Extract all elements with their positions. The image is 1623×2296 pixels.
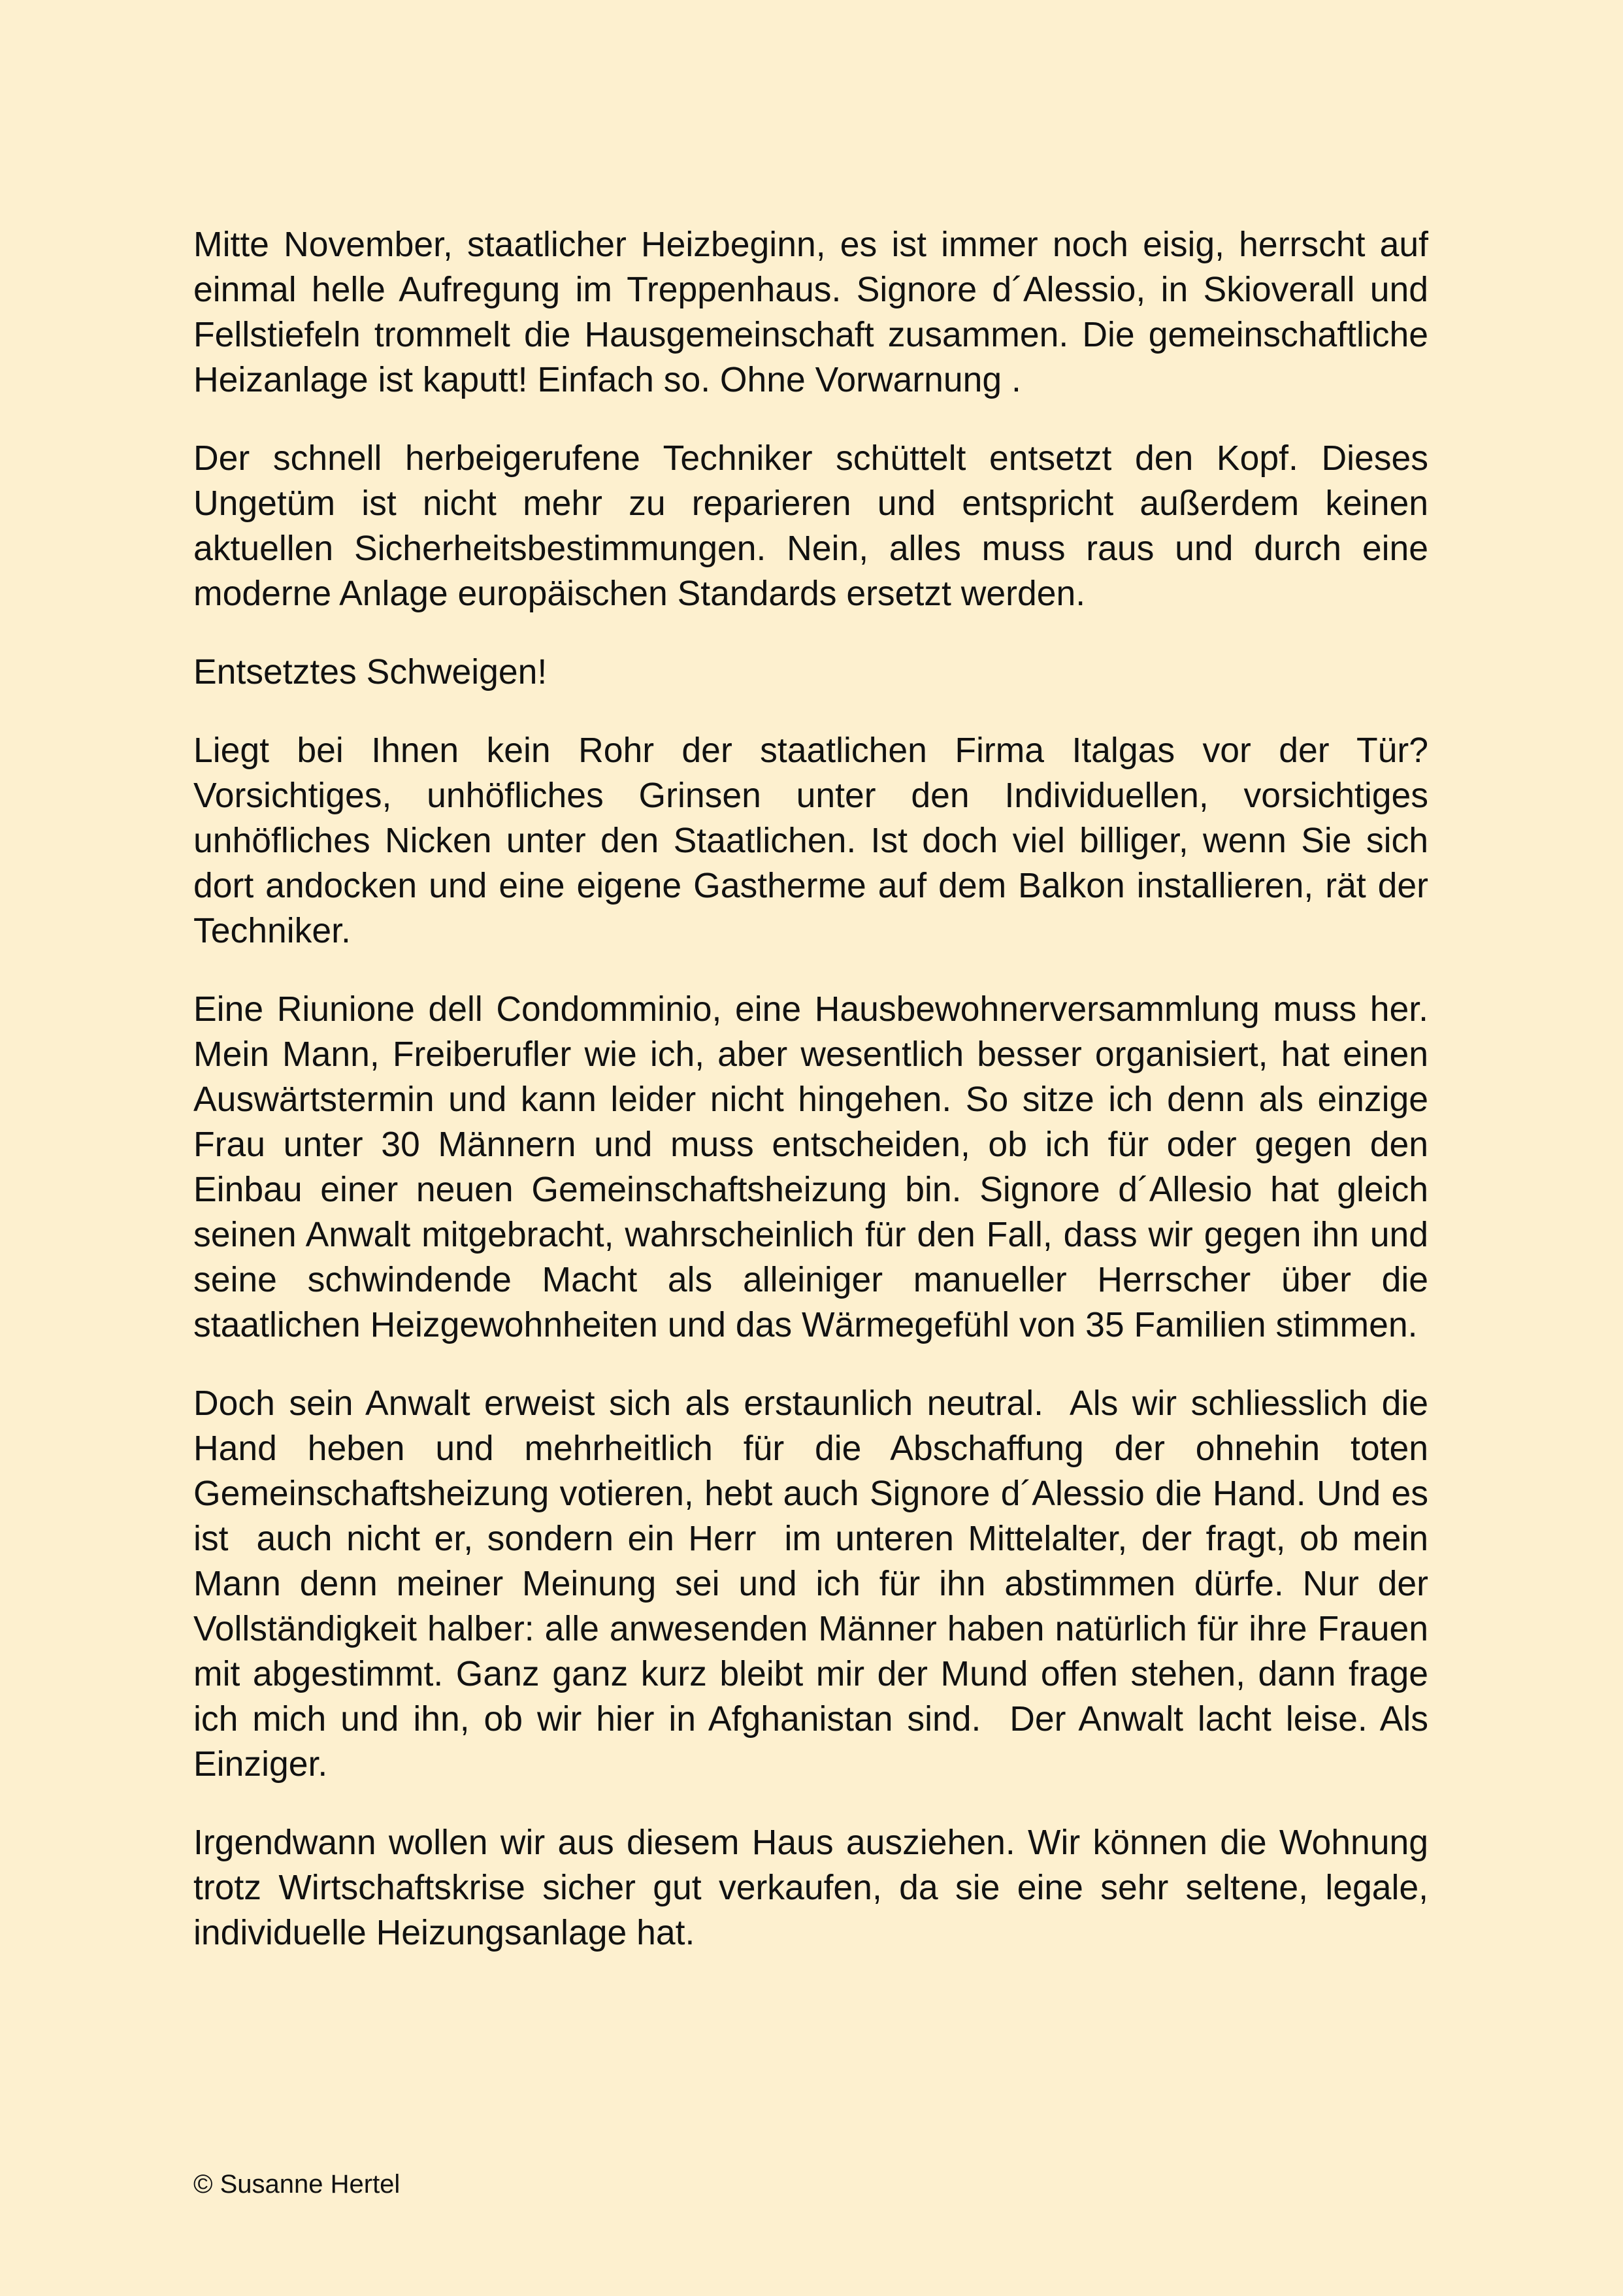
paragraph-6: Doch sein Anwalt erweist sich als erstaunlich neutral. Als wir schliesslich die Hand heben und mehrheitlich für die Abschaffung der ohnehin toten Gemeinschaftsheizung votieren, hebt auch Signore d´Alessio die Hand. Und es ist auch nicht er, sondern ein Herr im unteren Mittelalter, der fragt, ob mein Mann denn meiner Meinung sei und ich für ihn abstimmen dürfe. Nur der Vollständigkeit halber: alle anwesenden Männer haben natürlich für ihre Frauen mit abgestimmt. Ganz ganz kurz bleibt mir der Mund offen stehen, dann frage ich mich und ihn, ob wir hier in Afghanistan sind. Der Anwalt lacht leise. Als Einziger. [193,1384,1438,1784]
paragraph-3: Entsetztes Schweigen! [193,653,548,691]
paragraph-7: Irgendwann wollen wir aus diesem Haus ausziehen. Wir können die Wohnung trotz Wirtschaftskrise sicher gut verkaufen, da sie eine sehr seltene, legale, individuelle Heizungsanlage hat. [193,1823,1438,1952]
paragraph-5: Eine Riunione dell Condomminio, eine Hausbewohnerversammlung muss her. Mein Mann, Freiberufler wie ich, aber wesentlich besser organisiert, hat einen Auswärtstermin und kann leider nicht hingehen. So sitze ich denn als einzige Frau unter 30 Männern und muss entscheiden, ob ich für oder gegen den Einbau einer neuen Gemeinschaftsheizung bin. Signore d´Allesio hat gleich seinen Anwalt mitgebracht, wahrscheinlich für den Fall, dass wir gegen ihn und seine schwindende Macht als alleiniger manueller Herrscher über die staatlichen Heizgewohnheiten und das Wärmegefühl von 35 Familien stimmen. [193,990,1448,1344]
body-text [193,222,1448,1989]
copyright-notice: © Susanne Hertel [193,2170,401,2199]
paragraph-1: Mitte November, staatlicher Heizbeginn, es ist immer noch eisig, herrscht auf einmal helle Aufregung im Treppenhaus. Signore d´Alessio, in Skioverall und Fellstiefeln trommelt die Hausgemeinschaft zusammen. Die gemeinschaftliche Heizanlage ist kaputt! Einfach so. Ohne Vorwarnung . [193,225,1438,399]
paragraph-4: Liegt bei Ihnen kein Rohr der staatlichen Firma Italgas vor der Tür? Vorsichtiges, unhöfliches Grinsen unter den Individuellen, vorsichtiges unhöfliches Nicken unter den Staatlichen. Ist doch viel billiger, wenn Sie sich dort andocken und eine eigene Gastherme auf dem Balkon installieren, rät der Techniker. [193,731,1438,950]
paragraph-2: Der schnell herbeigerufene Techniker schüttelt entsetzt den Kopf. Dieses Ungetüm ist nicht mehr zu reparieren und entspricht außerdem keinen aktuellen Sicherheitsbestimmungen. Nein, alles muss raus und durch eine moderne Anlage europäischen Standards ersetzt werden. [193,439,1438,613]
